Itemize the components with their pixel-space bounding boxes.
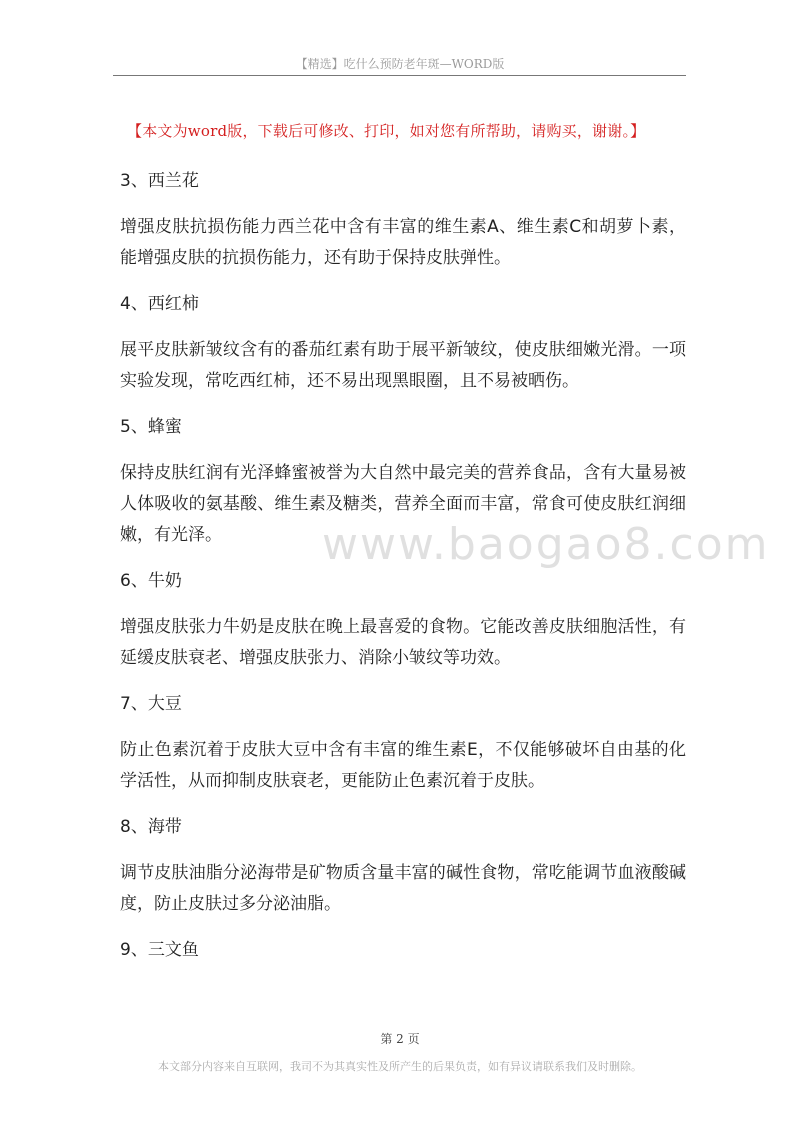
section-heading-soybean: 7、大豆 <box>120 694 182 714</box>
download-notice: 【本文为word版，下载后可修改、打印，如对您有所帮助，请购买，谢谢。】 <box>127 122 646 140</box>
section-heading-kelp: 8、海带 <box>120 817 182 837</box>
section-heading-broccoli: 3、西兰花 <box>120 171 199 191</box>
section-paragraph-soybean: 防止色素沉着于皮肤大豆中含有丰富的维生素E，不仅能够破坏自由基的化学活性，从而抑制皮肤衰老，更能防止色素沉着于皮肤。 <box>120 740 686 791</box>
section-paragraph-honey: 保持皮肤红润有光泽蜂蜜被誉为大自然中最完美的营养食品，含有大量易被人体吸收的氨基酸、维生素及糖类，营养全面而丰富，常食可使皮肤红润细嫩，有光泽。 <box>120 463 686 545</box>
page-number: 第 2 页 <box>380 1032 420 1046</box>
watermark: www.baogao8.com <box>322 519 770 570</box>
section-heading-salmon: 9、三文鱼 <box>120 940 199 960</box>
section-heading-tomato: 4、西红柿 <box>120 294 199 314</box>
section-paragraph-milk: 增强皮肤张力牛奶是皮肤在晚上最喜爱的食物。它能改善皮肤细胞活性，有延缓皮肤衰老、增强皮肤张力、消除小皱纹等功效。 <box>120 617 686 668</box>
footer-disclaimer: 本文部分内容来自互联网，我司不为其真实性及所产生的后果负责，如有异议请联系我们及时删除。 <box>158 1060 642 1073</box>
section-paragraph-broccoli: 增强皮肤抗损伤能力西兰花中含有丰富的维生素A、维生素C和胡萝卜素，能增强皮肤的抗损伤能力，还有助于保持皮肤弹性。 <box>120 217 686 268</box>
section-paragraph-kelp: 调节皮肤油脂分泌海带是矿物质含量丰富的碱性食物，常吃能调节血液酸碱度，防止皮肤过多分泌油脂。 <box>120 863 686 914</box>
section-heading-milk: 6、牛奶 <box>120 571 182 591</box>
document-body <box>120 166 686 981</box>
header-title: 【精选】吃什么预防老年斑—WORD版 <box>295 57 505 71</box>
section-paragraph-tomato: 展平皮肤新皱纹含有的番茄红素有助于展平新皱纹，使皮肤细嫩光滑。一项实验发现，常吃西红柿，还不易出现黑眼圈，且不易被晒伤。 <box>120 340 686 391</box>
section-heading-honey: 5、蜂蜜 <box>120 417 182 437</box>
header-rule <box>113 75 686 76</box>
